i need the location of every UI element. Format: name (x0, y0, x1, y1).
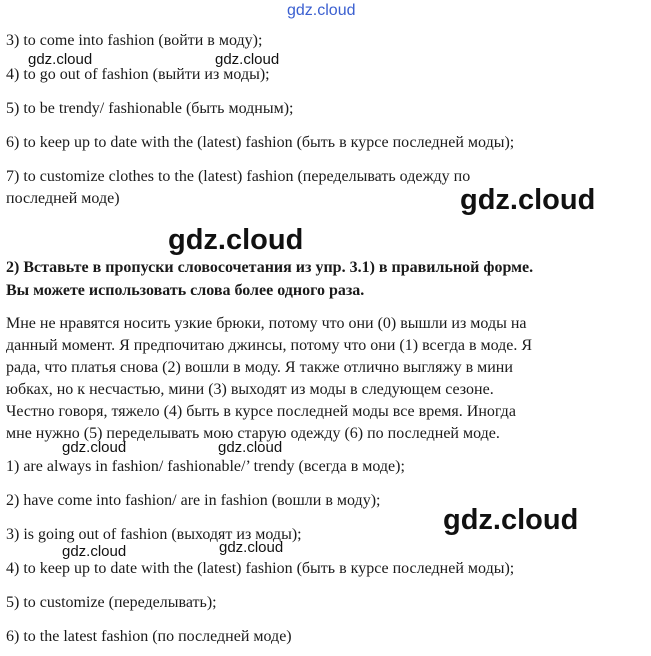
paragraph-line: данный момент. Я предпочитаю джинсы, потому что они (1) всегда в моде. Я (6, 337, 533, 354)
watermark: gdz.cloud (62, 543, 127, 560)
answer-item: 4) to keep up to date with the (latest) fashion (быть в курсе последней моды); (6, 560, 515, 577)
watermark: gdz.cloud (215, 51, 280, 68)
answer-item: 5) to customize (переделывать); (6, 594, 217, 611)
watermark: gdz.cloud (168, 224, 304, 256)
vocab-item: 6) to keep up to date with the (latest) fashion (быть в курсе последней моды); (6, 134, 515, 151)
paragraph-line: мне нужно (5) переделывать мою старую одежду (6) по последней моде. (6, 425, 500, 442)
watermark: gdz.cloud (219, 539, 284, 556)
watermark: gdz.cloud (62, 439, 127, 456)
watermark: gdz.cloud (443, 504, 579, 536)
paragraph-line: рада, что платья снова (2) вошли в моду. Я также отлично выгляжу в мини (6, 359, 513, 376)
answer-item: 1) are always in fashion/ fashionable/’ trendy (всегда в моде); (6, 458, 405, 475)
answer-item: 6) to the latest fashion (по последней моде) (6, 628, 292, 645)
answer-item: 3) is going out of fashion (выходят из моды); (6, 526, 302, 543)
paragraph-line: Мне не нравятся носить узкие брюки, потому что они (0) вышли из моды на (6, 315, 527, 332)
watermark: gdz.cloud (460, 184, 596, 216)
paragraph-line: Честно говоря, тяжело (4) быть в курсе последней моды все время. Иногда (6, 403, 516, 420)
vocab-item-continued: последней моде) (6, 190, 120, 207)
vocab-item: 7) to customize clothes to the (latest) fashion (переделывать одежду по (6, 168, 471, 185)
vocab-item: 3) to come into fashion (войти в моду); (6, 32, 263, 49)
watermark: gdz.cloud (28, 51, 93, 68)
vocab-item: 4) to go out of fashion (выйти из моды); (6, 66, 270, 83)
vocab-item: 5) to be trendy/ fashionable (быть модным); (6, 100, 294, 117)
task-heading: Вы можете использовать слова более одного раза. (6, 282, 365, 299)
task-heading: 2) Вставьте в пропуски словосочетания из упр. 3.1) в правильной форме. (6, 259, 534, 276)
watermark: gdz.cloud (287, 2, 356, 19)
watermark: gdz.cloud (218, 439, 283, 456)
paragraph-line: юбках, но к несчастью, мини (3) выходят из моды в следующем сезоне. (6, 381, 494, 398)
answer-item: 2) have come into fashion/ are in fashion (вошли в моду); (6, 492, 381, 509)
